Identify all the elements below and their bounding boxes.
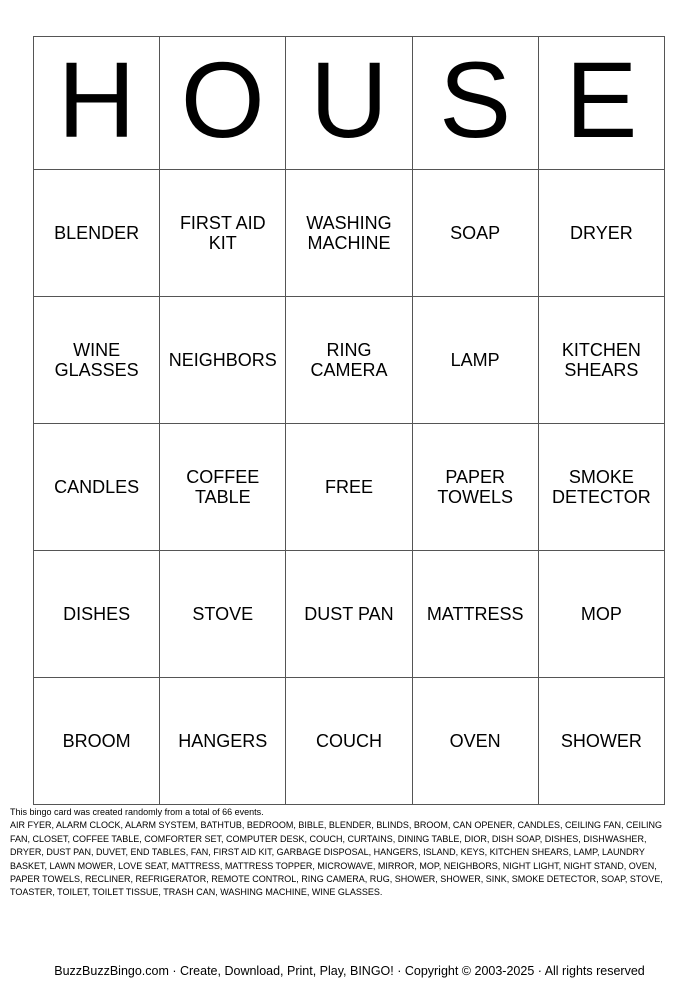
bingo-cell: BROOM [34, 678, 160, 805]
bingo-cell: SMOKE DETECTOR [538, 424, 664, 551]
bingo-cell: SHOWER [538, 678, 664, 805]
event-list-intro: This bingo card was created randomly from a total of 66 events. [10, 807, 264, 817]
card-row [34, 170, 665, 297]
header-letter: U [286, 37, 412, 170]
bingo-cell: FIRST AID KIT [160, 170, 286, 297]
bingo-cell: HANGERS [160, 678, 286, 805]
event-list-note [10, 806, 682, 900]
bingo-cell: BLENDER [34, 170, 160, 297]
bingo-cell: STOVE [160, 551, 286, 678]
bingo-cell: WASHING MACHINE [286, 170, 412, 297]
bingo-cell: SOAP [412, 170, 538, 297]
bingo-cell: NEIGHBORS [160, 297, 286, 424]
header-letter: S [412, 37, 538, 170]
bingo-cell: LAMP [412, 297, 538, 424]
bingo-cell: RING CAMERA [286, 297, 412, 424]
header-letter: O [160, 37, 286, 170]
event-list: AIR FYER, ALARM CLOCK, ALARM SYSTEM, BATHTUB, BEDROOM, BIBLE, BLENDER, BLINDS, BROOM, CAN OPENER, CANDLES, CEILING FAN, CEILING FAN, CLOSET, COFFEE TABLE, COMFORTER SET, COMPUTER DESK, COUCH, CURTAINS, DINING TABLE, DIOR, DISH SOAP, DISHES, DISHWASHER, DRYER, DUST PAN, DUVET, END TABLES, FAN, FIRST AID KIT, GARBAGE DISPOSAL, HANGERS, ISLAND, KEYS, KITCHEN SHEARS, LAMP, LAUNDRY BASKET, LAWN MOWER, LOVE SEAT, MATTRESS, MATTRESS TOPPER, MICROWAVE, MIRROR, MOP, NEIGHBORS, NIGHT LIGHT, NIGHT STAND, OVEN, PAPER TOWELS, RECLINER, REFRIGERATOR, REMOTE CONTROL, RING CAMERA, RUG, SHOWER, SHOWER, SINK, SMOKE DETECTOR, SOAP, STOVE, TOASTER, TOILET, TOILET TISSUE, TRASH CAN, WASHING MACHINE, WINE GLASSES. [10, 820, 663, 898]
header-letter: E [538, 37, 664, 170]
copyright-footer: BuzzBuzzBingo.com · Create, Download, Print, Play, BINGO! · Copyright © 2003-2025 · All rights reserved [54, 964, 645, 978]
header-letter: H [34, 37, 160, 170]
card-row [34, 678, 665, 805]
header-row [34, 37, 665, 170]
card-row [34, 297, 665, 424]
bingo-cell: KITCHEN SHEARS [538, 297, 664, 424]
card-row [34, 551, 665, 678]
bingo-cell: COFFEE TABLE [160, 424, 286, 551]
bingo-cell: DRYER [538, 170, 664, 297]
bingo-cell: OVEN [412, 678, 538, 805]
bingo-cell: CANDLES [34, 424, 160, 551]
bingo-cell: COUCH [286, 678, 412, 805]
bingo-cell: DUST PAN [286, 551, 412, 678]
bingo-cell: WINE GLASSES [34, 297, 160, 424]
bingo-cell: MOP [538, 551, 664, 678]
bingo-cell: PAPER TOWELS [412, 424, 538, 551]
bingo-cell: DISHES [34, 551, 160, 678]
free-space-cell: FREE [286, 424, 412, 551]
bingo-card [33, 36, 665, 805]
bingo-cell: MATTRESS [412, 551, 538, 678]
card-row [34, 424, 665, 551]
